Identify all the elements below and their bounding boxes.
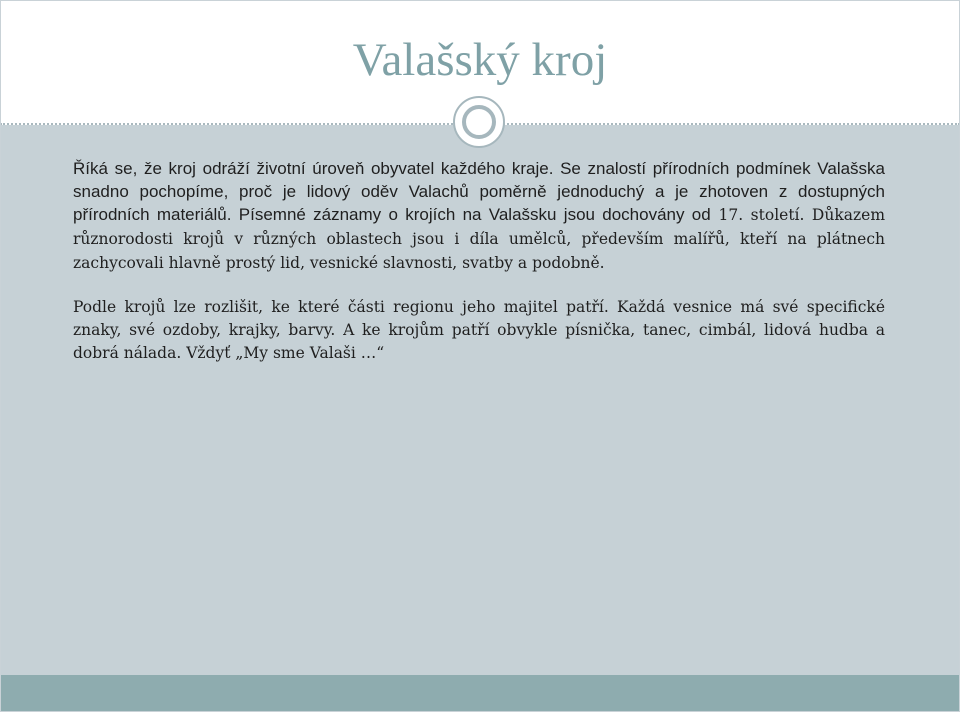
paragraph-2: Podle krojů lze rozlišit, ke které části regionu jeho majitel patří. Každá vesnice má své specifické znaky, své ozdoby, krajky, barvy. A ke krojům patří obvykle písnička, tanec, cimbál, lidová hudba a dobrá nálada. Vždyť „My sme Valaši …“ (73, 298, 885, 362)
paragraph-1 (73, 157, 885, 275)
paragraph-1-serif-part: 17. století. Důkazem různorodosti krojů v různých oblastech jsou i díla umělců, především malířů, kteří na plátnech zachycovali hlavně prostý lid, vesnické slavnosti, svatby a podobně. (73, 206, 886, 272)
body-text (73, 157, 885, 386)
paragraph-1-sans-part: Říká se, že kroj odráží životní úroveň obyvatel každého kraje. Se znalostí přírodních podmínek Valašska snadno pochopíme, proč je lidový oděv Valachů poměrně jednoduchý a je zhotoven z dostupných přírodních materiálů. Písemné záznamy o krojích na Valašsku jsou dochovány od (73, 159, 885, 224)
slide-title: Valašský kroj (352, 34, 608, 86)
